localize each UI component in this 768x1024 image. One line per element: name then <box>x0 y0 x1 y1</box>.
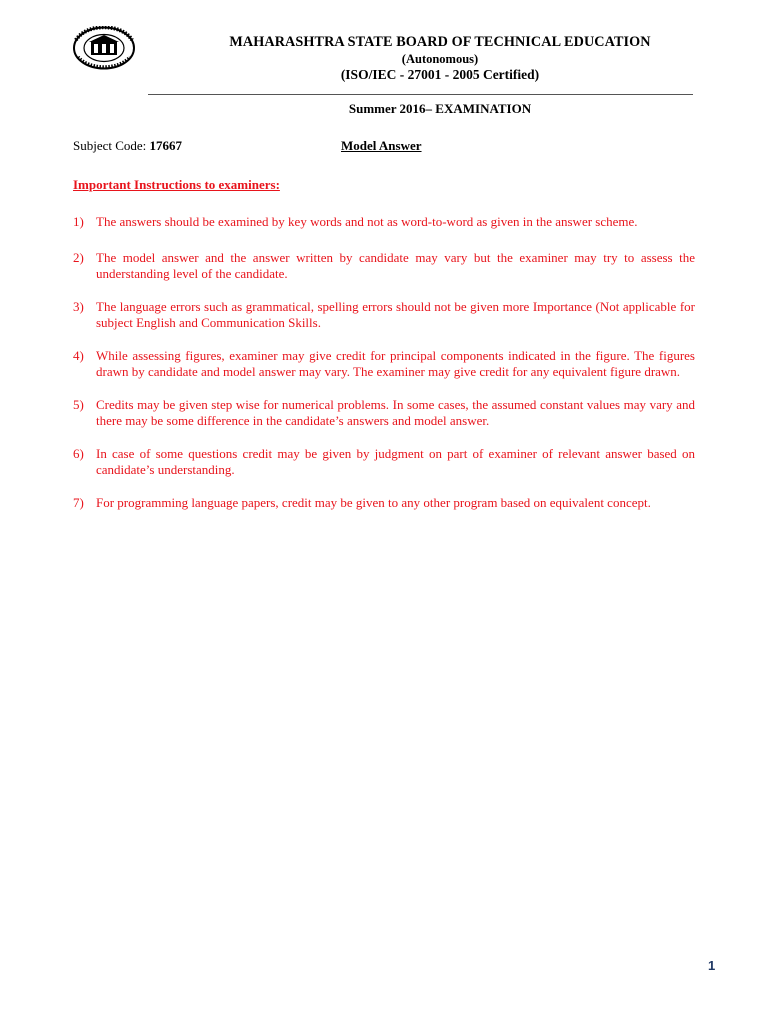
instruction-number: 4) <box>73 348 84 363</box>
instruction-number: 7) <box>73 495 84 510</box>
board-subtitle: (Autonomous) <box>401 52 479 66</box>
subject-code-value: 17667 <box>149 138 183 153</box>
instruction-text: The answers should be examined by key words and not as word-to-word as given in the answer scheme. <box>96 214 638 229</box>
instruction-text: For programming language papers, credit may be given to any other program based on equivalent concept. <box>96 495 651 510</box>
instruction-text: While assessing figures, examiner may give credit for principal components indicated in the figure. The figures drawn by candidate and model answer may vary. The examiner may give credit for any equivalent figure drawn. <box>96 348 695 379</box>
instruction-text: The model answer and the answer written by candidate may vary but the examiner may try to assess the understanding level of the candidate. <box>96 250 695 281</box>
instruction-item <box>73 495 695 511</box>
instruction-text: In case of some questions credit may be given by judgment on part of examiner of relevant answer based on candidate’s understanding. <box>96 446 695 477</box>
instruction-number: 5) <box>73 397 84 412</box>
subject-code-line <box>73 138 182 154</box>
subject-code-label: Subject Code: <box>73 138 150 153</box>
instructions-list <box>73 214 695 511</box>
board-title: MAHARASHTRA STATE BOARD OF TECHNICAL EDUCATION <box>229 34 651 50</box>
instruction-text: Credits may be given step wise for numerical problems. In some cases, the assumed constant values may vary and there may be some difference in the candidate’s answers and model answer. <box>96 397 695 428</box>
instruction-item <box>73 250 695 282</box>
instruction-number: 6) <box>73 446 84 461</box>
model-answer-label: Model Answer <box>341 138 422 153</box>
instruction-item <box>73 397 695 429</box>
page-number: 1 <box>708 958 716 973</box>
board-certification: (ISO/IEC - 27001 - 2005 Certified) <box>340 67 540 82</box>
instruction-item <box>73 446 695 478</box>
instruction-number: 3) <box>73 299 84 314</box>
instruction-item <box>73 348 695 380</box>
exam-title: Summer 2016– EXAMINATION <box>348 101 532 116</box>
instruction-number: 2) <box>73 250 84 265</box>
instruction-item <box>73 214 695 230</box>
instruction-number: 1) <box>73 214 84 229</box>
msbte-seal-icon <box>72 26 136 70</box>
instruction-item <box>73 299 695 331</box>
instructions-heading: Important Instructions to examiners: <box>73 177 280 192</box>
header-divider <box>148 94 693 95</box>
instruction-text: The language errors such as grammatical, spelling errors should not be given more Importance (Not applicable for subject English and Communication Skills. <box>96 299 695 330</box>
